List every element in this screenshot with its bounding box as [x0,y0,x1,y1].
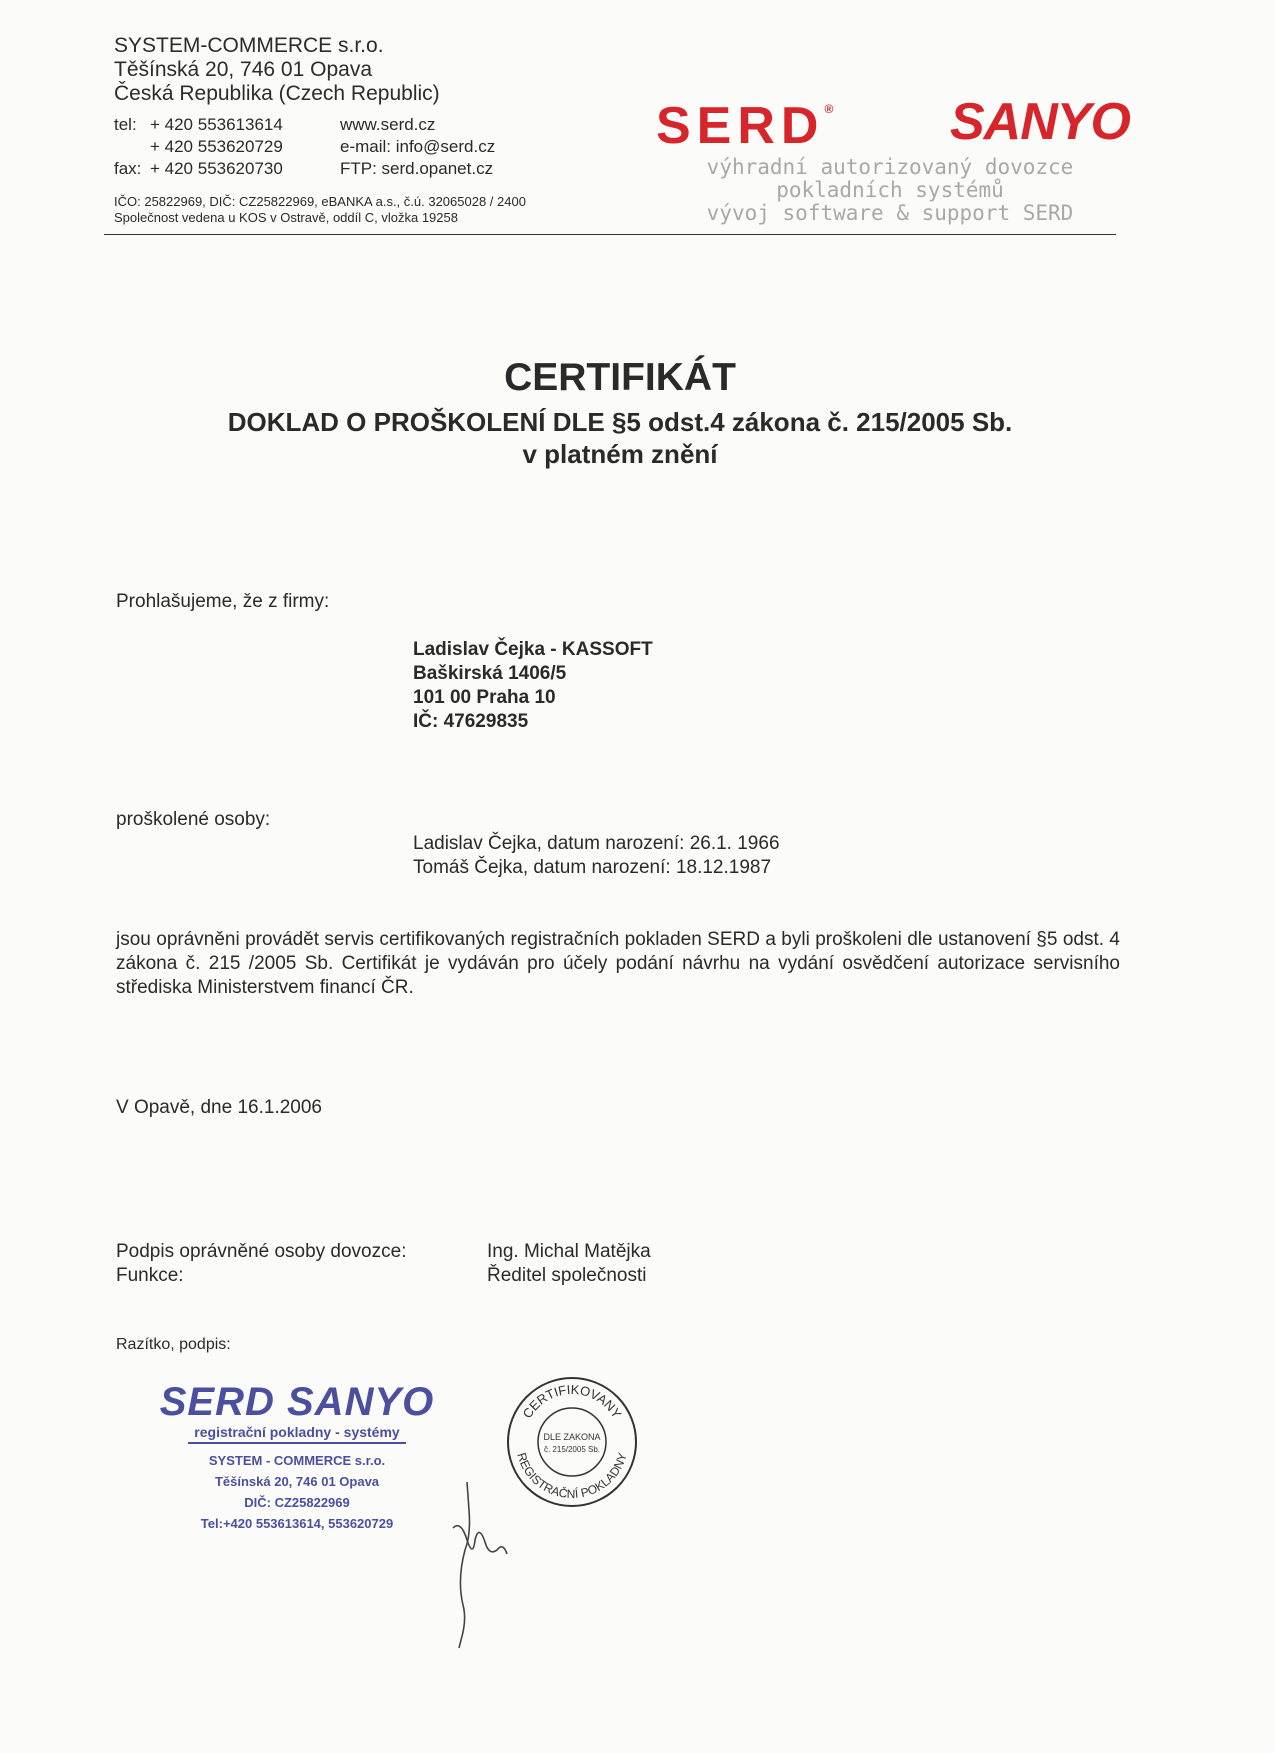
firm-name: Ladislav Čejka - KASSOFT [413,639,653,660]
handwritten-signature [445,1480,525,1650]
web-address: www.serd.cz [340,115,436,134]
registration-line1: IČO: 25822969, DIČ: CZ25822969, eBANKA a.s., č.ú. 32065028 / 2400 [114,194,526,209]
stamp-outer-ring [508,1378,636,1506]
function-label: Funkce: [116,1265,184,1286]
stamp-logo: SERD SANYO [159,1380,435,1424]
registration-line2: Společnost vedena u KOS v Ostravě, oddíl C, vložka 19258 [114,210,458,225]
logo-tagline [650,156,1130,225]
tagline-line1: výhradní autorizovaný dovozce [706,155,1074,179]
company-contacts [114,114,495,180]
stamp-line4: DIČ: CZ25822969 [244,1495,350,1510]
declare-label: Prohlašujeme, že z firmy: [116,591,330,612]
company-name: SYSTEM-COMMERCE s.r.o. [114,34,384,57]
certificate-paragraph: jsou oprávněni provádět servis certifikovaných registračních pokladen SERD a byli proškoleni dle ustanovení §5 odst. 4 zákona č. 215 /2005 Sb. Certifikát je vydáván pro účely podání návrhu na vydání osvědčení autorizace servisního střediska Ministerstvem financí ČR. [116,929,1120,998]
subtitle-line1: DOKLAD O PROŠKOLENÍ DLE §5 odst.4 zákona č. 215/2005 Sb. [227,407,1013,437]
company-stamp [152,1380,442,1534]
place-date: V Opavě, dne 16.1.2006 [116,1097,322,1118]
trained-person: Tomáš Čejka, datum narození: 18.12.1987 [413,857,772,878]
stamp-bottom-text: REGISTRAČNÍ POKLADNY [514,1451,630,1502]
stamp-center-line1: DLE ZAKONA [543,1432,601,1442]
firm-ic: IČ: 47629835 [413,711,529,732]
tel-label: tel: [114,115,137,134]
fax-label: fax: [114,159,142,178]
trained-persons-list [413,832,780,880]
stamp-top-text: CERTIFIKOVANY [519,1381,625,1421]
stamp-line3: Těšínská 20, 746 01 Opava [214,1474,380,1489]
signatory-name: Ing. Michal Matějka [487,1241,651,1262]
sanyo-logo: SANYO [950,93,1130,151]
company-address-line1: Těšínská 20, 746 01 Opava [114,58,372,81]
header-divider [104,234,1116,235]
trained-label: proškolené osoby: [116,809,271,830]
registered-mark: ® [824,102,834,116]
certificate-title: CERTIFIKÁT [504,356,736,399]
tel-1: + 420 553613614 [150,115,283,134]
serd-logo: SERD® [656,97,834,155]
subtitle-line2: v platném znění [522,439,718,469]
company-address-line2: Česká Republika (Czech Republic) [114,82,440,105]
company-registration [114,194,526,226]
stamp-line1: registrační pokladny - systémy [188,1424,405,1444]
fax-number: + 420 553620730 [150,159,283,178]
stamp-center-line2: č. 215/2005 Sb. [543,1445,601,1454]
firm-street: Baškirská 1406/5 [413,663,567,684]
tagline-line2: pokladních systémů [776,178,1004,202]
tagline-line3: vývoj software & support SERD [706,201,1074,225]
ftp-address: FTP: serd.opanet.cz [340,159,494,178]
certificate-subtitle [0,406,1240,470]
stamp-inner-ring [538,1408,606,1476]
firm-city: 101 00 Praha 10 [413,687,556,708]
tel-2: + 420 553620729 [150,137,283,156]
trained-person: Ladislav Čejka, datum narození: 26.1. 1966 [413,833,780,854]
stamp-label: Razítko, podpis: [116,1336,231,1353]
signatory-label: Podpis oprávněné osoby dovozce: [116,1241,407,1262]
function-value: Ředitel společnosti [487,1265,647,1286]
email-address: e-mail: info@serd.cz [340,137,496,156]
stamp-line5: Tel:+420 553613614, 553620729 [200,1516,394,1531]
firm-block [413,638,653,734]
company-address-block [114,34,440,106]
stamp-line2: SYSTEM - COMMERCE s.r.o. [208,1453,386,1468]
